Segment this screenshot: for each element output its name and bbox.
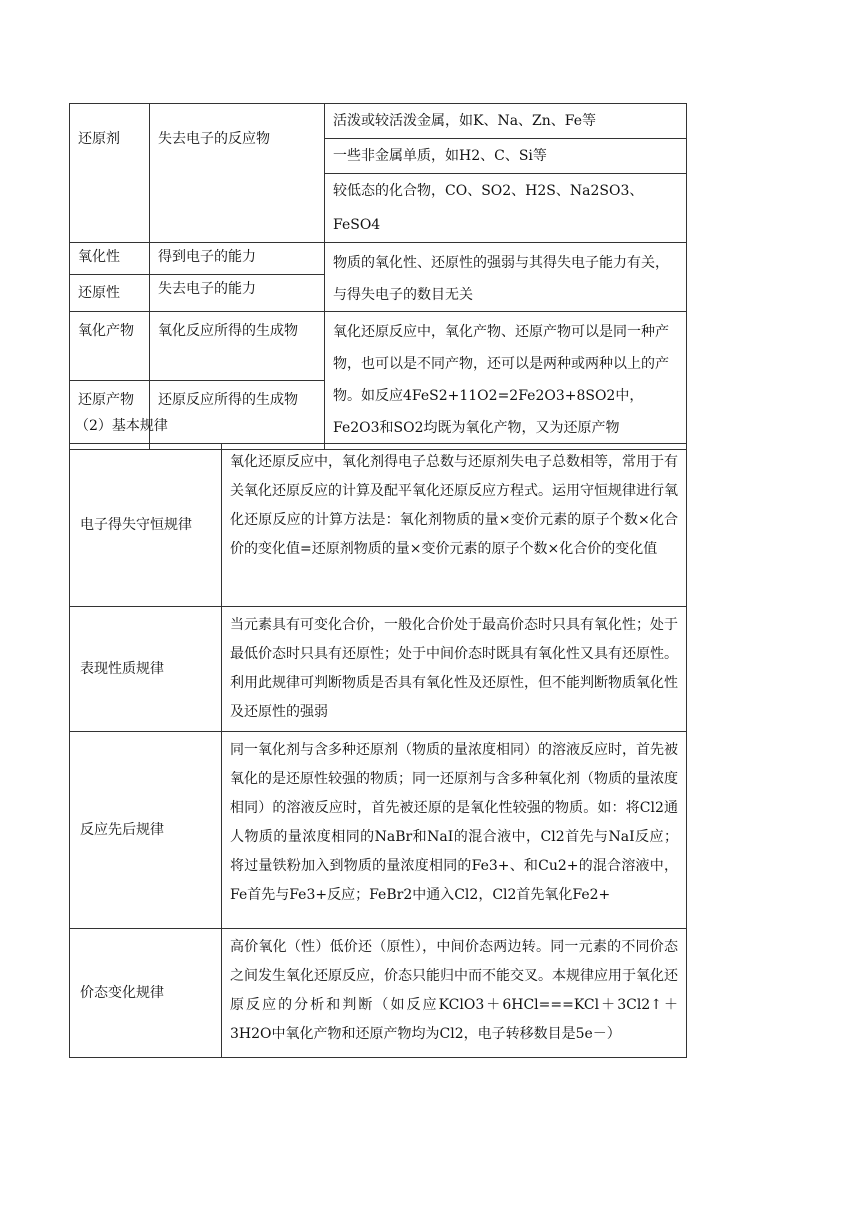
- definition-reduction-product: 还原反应所得的生成物: [150, 381, 325, 450]
- rule-name: 反应先后规律: [70, 732, 222, 929]
- rules-table: [69, 443, 687, 1058]
- definition-reducing-agent: 失去电子的反应物: [150, 104, 325, 243]
- table-row: [70, 607, 687, 732]
- property-note: 物质的氧化性、还原性的强弱与其得失电子能力有关，与得失电子的数目无关: [325, 243, 687, 312]
- product-note: 氧化还原反应中，氧化产物、还原产物可以是同一种产物，也可以是不同产物，还可以是两种或两种以上的产物。如反应4FeS2+11O2=2Fe2O3+8SO2中，Fe2O3和SO2均既为氧化产物，又为还原产物: [325, 312, 687, 450]
- definition-reducing-property: 失去电子的能力: [150, 275, 325, 312]
- table-row: [70, 732, 687, 929]
- rule-description: 高价氧化（性）低价还（原性），中间价态两边转。同一元素的不同价态之间发生氧化还原反应，价态只能归中而不能交叉。本规律应用于氧化还原反应的分析和判断（如反应KClO3＋6HCl===KCl＋3Cl2↑＋3H2O中氧化产物和还原产物均为Cl2，电子转移数目是5e－）: [222, 929, 687, 1058]
- definition-oxidizing-property: 得到电子的能力: [150, 243, 325, 275]
- definition-oxidation-product: 氧化反应所得的生成物: [150, 312, 325, 381]
- rule-description: 同一氧化剂与含多种还原剂（物质的量浓度相同）的溶液反应时，首先被氧化的是还原性较强的物质；同一还原剂与含多种氧化剂（物质的量浓度相同）的溶液反应时，首先被还原的是氧化性较强的物质。如：将Cl2通人物质的量浓度相同的NaBr和NaI的混合液中，Cl2首先与NaI反应；将过量铁粉加入到物质的量浓度相同的Fe3+、和Cu2+的混合溶液中，Fe首先与Fe3+反应；FeBr2中通入Cl2，Cl2首先氧化Fe2+: [222, 732, 687, 929]
- rule-description: 氧化还原反应中，氧化剂得电子总数与还原剂失电子总数相等，常用于有关氧化还原反应的计算及配平氧化还原反应方程式。运用守恒规律进行氧化还原反应的计算方法是：氧化剂物质的量×变价元素的原子个数×化合价的变化值=还原剂物质的量×变价元素的原子个数×化合价的变化值: [222, 444, 687, 607]
- rule-description: 当元素具有可变化合价，一般化合价处于最高价态时只具有氧化性；处于最低价态时只具有还原性；处于中间价态时既具有氧化性又具有还原性。利用此规律可判断物质是否具有氧化性及还原性，但不能判断物质氧化性及还原性的强弱: [222, 607, 687, 732]
- table-row: [70, 444, 687, 607]
- term-oxidation-product: 氧化产物: [70, 312, 150, 381]
- example-compounds: 较低态的化合物，CO、SO2、H2S、Na2SO3、FeSO4: [325, 174, 687, 243]
- term-reducing-property: 还原性: [70, 275, 150, 312]
- rule-name: 表现性质规律: [70, 607, 222, 732]
- example-nonmetals: 一些非金属单质，如H2、C、Si等: [325, 139, 687, 174]
- section-heading: （2）基本规律: [75, 418, 168, 434]
- concept-table: [69, 103, 687, 450]
- example-metals: 活泼或较活泼金属，如K、Na、Zn、Fe等: [325, 104, 687, 139]
- table-row: [70, 929, 687, 1058]
- term-reducing-agent: 还原剂: [70, 104, 150, 243]
- term-reduction-product: 还原产物: [70, 381, 150, 450]
- rule-name: 价态变化规律: [70, 929, 222, 1058]
- term-oxidizing-property: 氧化性: [70, 243, 150, 275]
- rule-name: 电子得失守恒规律: [70, 444, 222, 607]
